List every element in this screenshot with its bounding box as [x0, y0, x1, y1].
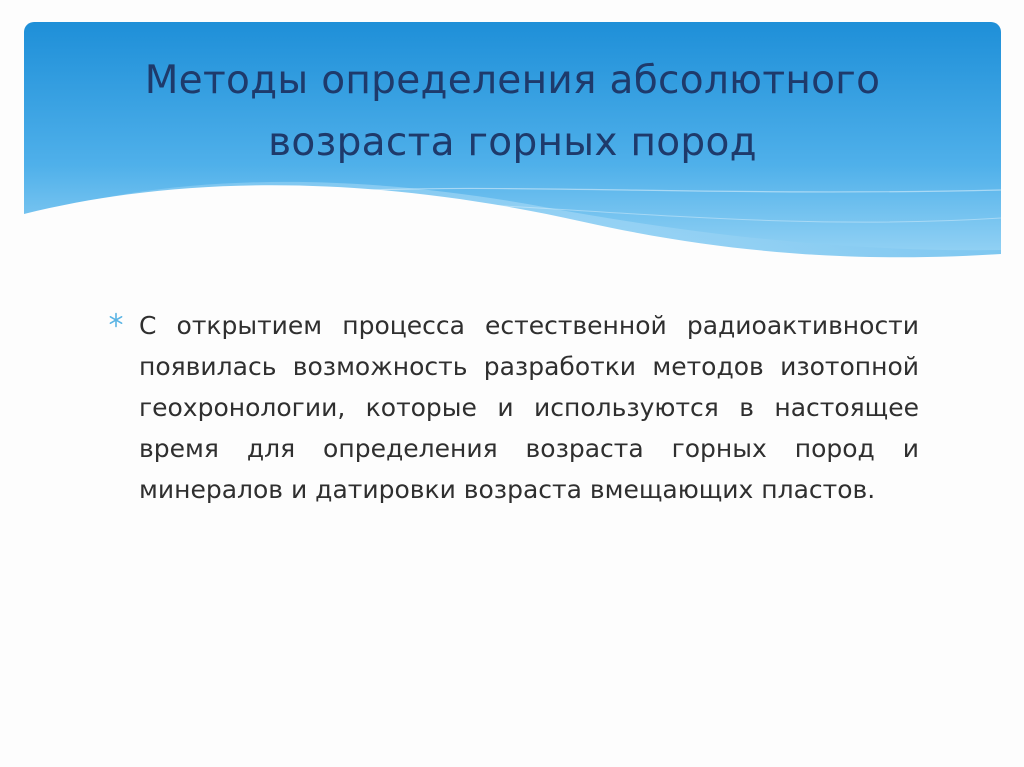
slide-title: [24, 50, 1001, 174]
bullet-item: [104, 305, 919, 510]
title-line-2: возраста горных пород: [268, 120, 757, 165]
title-line-1: Методы определения абсолютного: [144, 58, 881, 103]
content-area: [104, 305, 919, 510]
asterisk-icon: [108, 312, 124, 328]
bullet-text: С открытием процесса естественной радиоактивности появилась возможность разработки методов изотопной геохронологии, которые и используются в настоящее время для определения возраста горных пород и минералов и датировки возраста вмещающих пластов.: [139, 311, 919, 504]
